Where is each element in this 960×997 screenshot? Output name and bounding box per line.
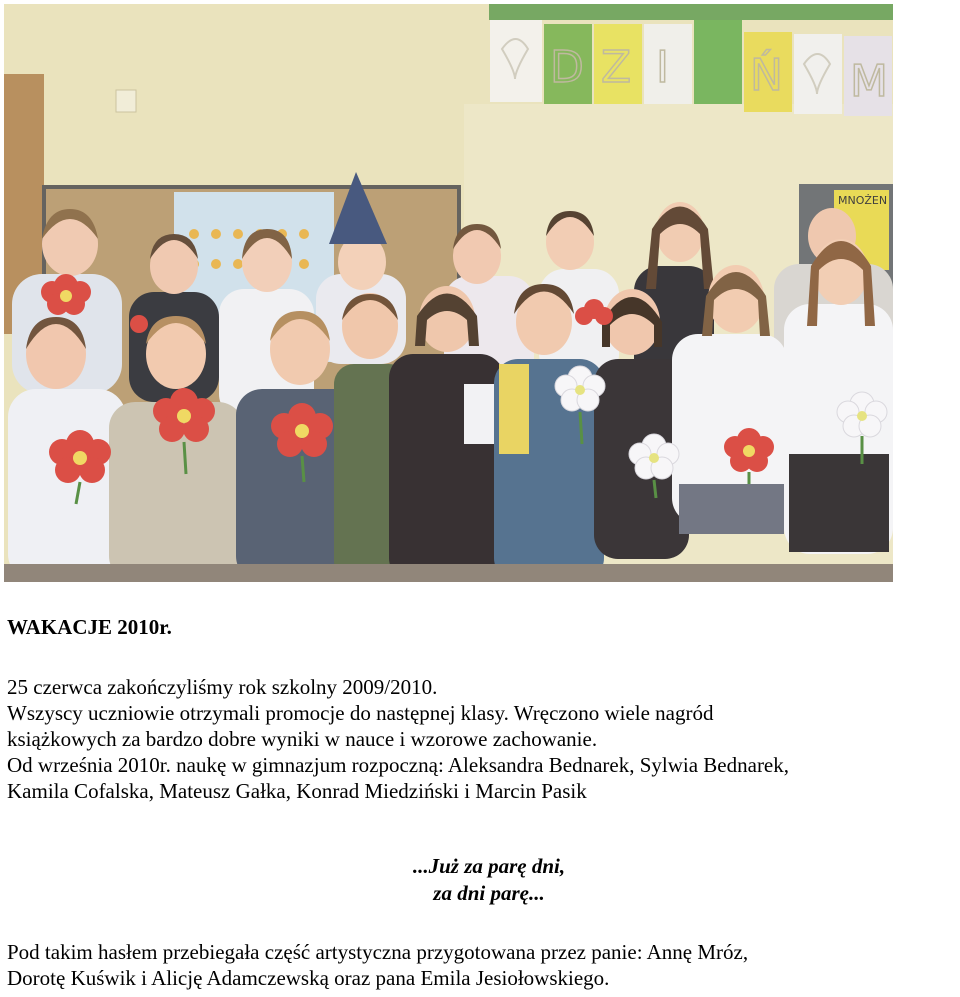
chart-label: MNOŻEN bbox=[838, 194, 888, 207]
banner-letter: D bbox=[550, 42, 584, 93]
banner-letter: I bbox=[656, 42, 669, 93]
banner-letter: M bbox=[850, 56, 888, 107]
paragraph-line: Od września 2010r. naukę w gimnazjum rozpoczną: Aleksandra Bednarek, Sylwia Bednarek, bbox=[7, 753, 790, 777]
banner-letter: Z bbox=[601, 42, 632, 93]
poem-line-1: ...Już za parę dni, bbox=[412, 854, 566, 878]
paragraph-line: Wszyscy uczniowie otrzymali promocje do następnej klasy. Wręczono wiele nagród bbox=[7, 701, 714, 725]
page-title: WAKACJE 2010r. bbox=[7, 615, 172, 639]
paragraph-performance bbox=[7, 939, 748, 991]
paragraph-line: 25 czerwca zakończyliśmy rok szkolny 2009/2010. bbox=[7, 675, 438, 699]
paragraph-line: Kamila Cofalska, Mateusz Gałka, Konrad Miedziński i Marcin Pasik bbox=[7, 779, 587, 803]
paragraph-line: Pod takim hasłem przebiegała część artystyczna przygotowana przez panie: Annę Mróz, bbox=[7, 940, 749, 964]
paragraph-line: Dorotę Kuświk i Alicję Adamczewską oraz pana Emila Jesiołowskiego. bbox=[7, 966, 610, 990]
poem-line-2: za dni parę... bbox=[433, 881, 545, 905]
class-photo bbox=[4, 4, 893, 582]
paragraph-line: książkowych za bardzo dobre wyniki w nauce i wzorowe zachowanie. bbox=[7, 727, 598, 751]
paragraph-end-of-year bbox=[7, 674, 789, 804]
banner-letter: Ń bbox=[750, 50, 783, 101]
